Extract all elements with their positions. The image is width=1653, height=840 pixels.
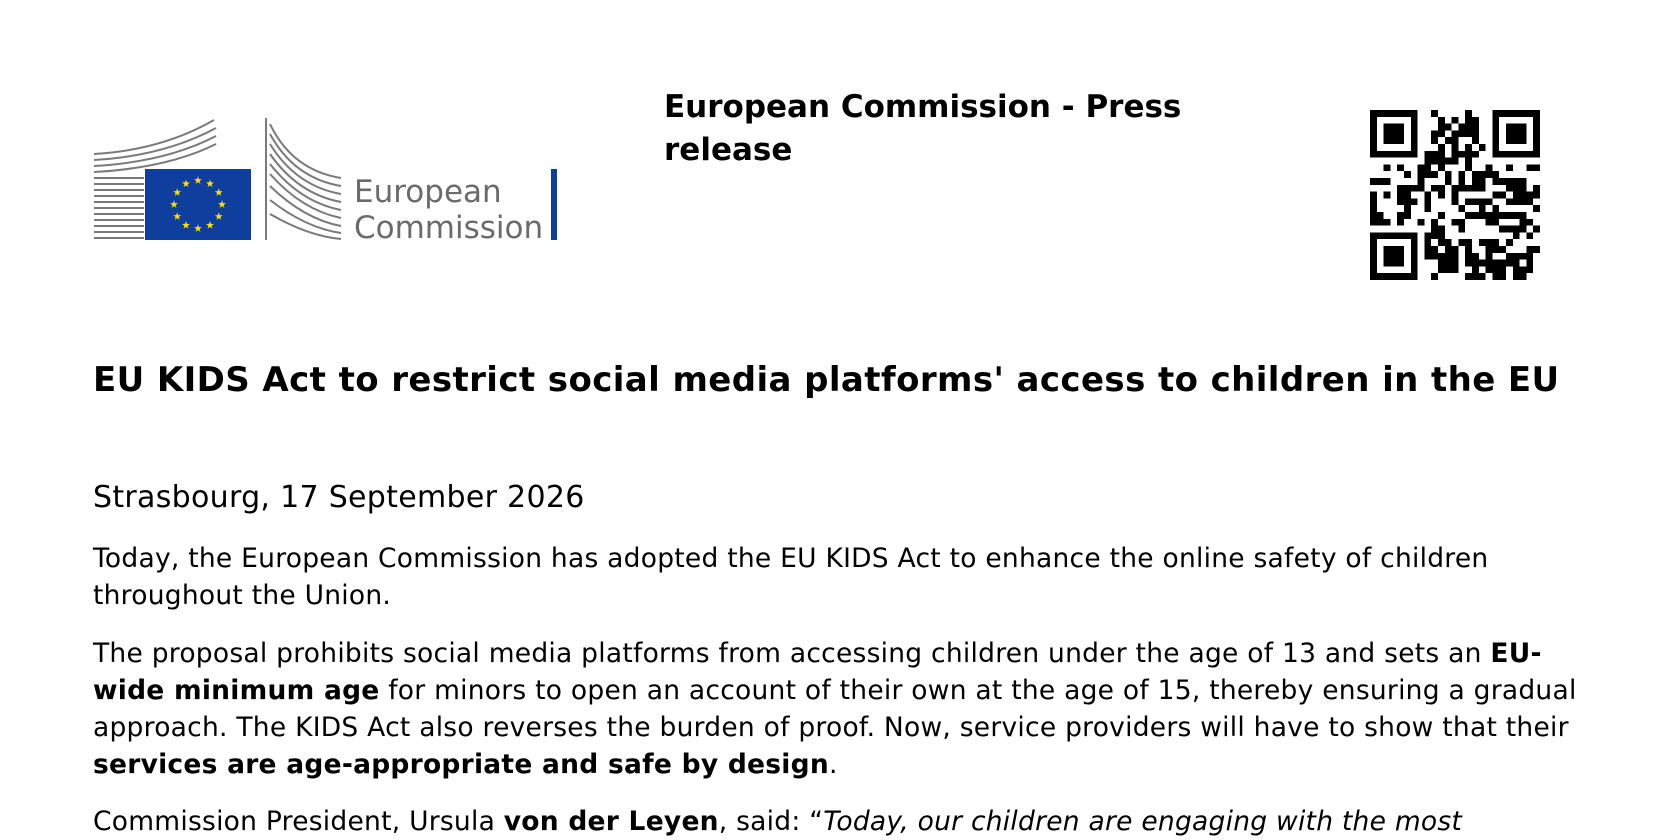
article-headline: EU KIDS Act to restrict social media platforms' access to children in the EU — [93, 360, 1560, 400]
p2-text-2: for minors to open an account of their own at the age of 15, thereby ensuring a gradual approach. The KIDS Act also reverses the burden of proof. Now, service providers will have to show that their — [93, 675, 1577, 743]
dateline: Strasbourg, 17 September 2026 — [93, 480, 585, 515]
building-lines-right — [266, 118, 341, 240]
p3-italic-quote: Today, our children are engaging with the most — [823, 806, 1463, 837]
p2-bold-safe-by-design: services are age-appropriate and safe by design — [93, 749, 829, 780]
document-type-title: European Commission - Press release — [664, 89, 1182, 168]
p3-text-2: , said: “ — [718, 806, 824, 837]
paragraph-quote — [93, 803, 1583, 840]
paragraph-intro: Today, the European Commission has adopted the EU KIDS Act to enhance the online safety of children throughout the Union. — [93, 543, 1489, 611]
logo-word-commission: Commission — [354, 210, 544, 244]
p3-bold-name: von der Leyen — [503, 806, 719, 837]
european-commission-logo — [92, 116, 562, 244]
paragraph-proposal — [93, 635, 1583, 783]
logo-word-european: European — [354, 174, 502, 210]
p2-bold-min-age: EU-wide minimum age — [93, 638, 1542, 706]
p3-text-1: Commission President, Ursula — [93, 806, 504, 837]
p2-text-1: The proposal prohibits social media platforms from accessing children under the age of 13 and sets an — [93, 638, 1491, 669]
p2-text-3: . — [828, 749, 838, 780]
qr-code-icon — [1370, 110, 1540, 280]
logo-accent-bar — [551, 169, 557, 240]
